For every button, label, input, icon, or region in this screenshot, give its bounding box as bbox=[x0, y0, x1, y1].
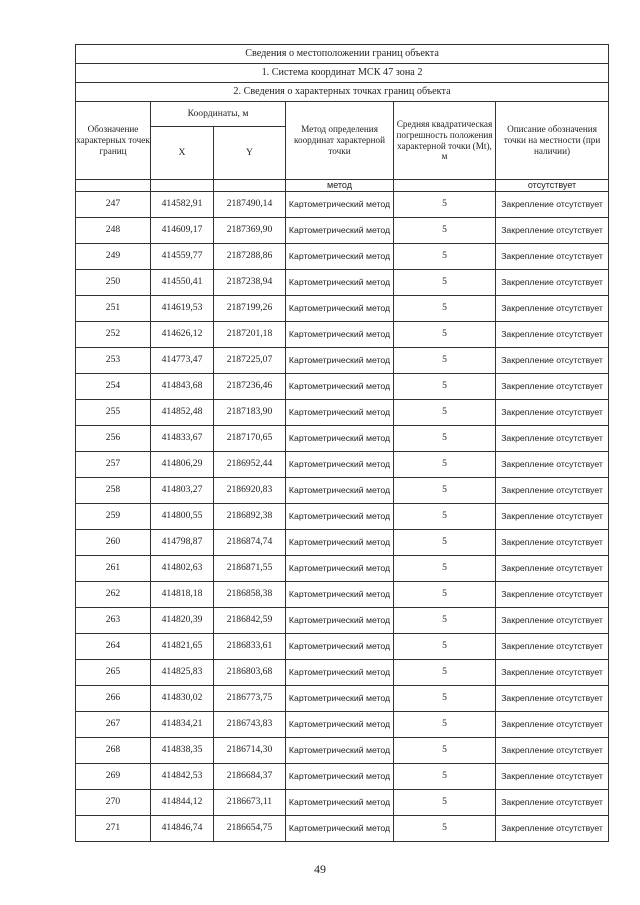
point-cell: 265 bbox=[76, 660, 151, 686]
continuation-description: отсутствует bbox=[496, 180, 609, 192]
description-cell: Закрепление отсутствует bbox=[496, 426, 609, 452]
col-header-description: Описание обозначения точки на местности (при наличии) bbox=[496, 102, 609, 180]
table-row bbox=[76, 218, 609, 244]
y-coordinate-cell: 2186833,61 bbox=[214, 634, 286, 660]
x-coordinate-cell: 414852,48 bbox=[151, 400, 214, 426]
point-cell: 269 bbox=[76, 764, 151, 790]
point-cell: 259 bbox=[76, 504, 151, 530]
point-cell: 263 bbox=[76, 608, 151, 634]
description-cell: Закрепление отсутствует bbox=[496, 608, 609, 634]
x-coordinate-cell: 414802,63 bbox=[151, 556, 214, 582]
continuation-y bbox=[214, 180, 286, 192]
method-cell: Картометрический метод bbox=[286, 504, 394, 530]
x-coordinate-cell: 414806,29 bbox=[151, 452, 214, 478]
description-cell: Закрепление отсутствует bbox=[496, 660, 609, 686]
point-cell: 258 bbox=[76, 478, 151, 504]
col-header-accuracy: Средняя квадратическая погрешность положения характерной точки (Mt), м bbox=[394, 102, 496, 180]
method-cell: Картометрический метод bbox=[286, 270, 394, 296]
point-cell: 267 bbox=[76, 712, 151, 738]
method-cell: Картометрический метод bbox=[286, 634, 394, 660]
table-row bbox=[76, 504, 609, 530]
accuracy-cell: 5 bbox=[394, 660, 496, 686]
accuracy-cell: 5 bbox=[394, 400, 496, 426]
point-cell: 260 bbox=[76, 530, 151, 556]
accuracy-cell: 5 bbox=[394, 322, 496, 348]
method-cell: Картометрический метод bbox=[286, 322, 394, 348]
method-cell: Картометрический метод bbox=[286, 348, 394, 374]
col-header-method: Метод определения координат характерной точки bbox=[286, 102, 394, 180]
table-row bbox=[76, 660, 609, 686]
continuation-method: метод bbox=[286, 180, 394, 192]
table-row bbox=[76, 348, 609, 374]
x-coordinate-cell: 414626,12 bbox=[151, 322, 214, 348]
description-cell: Закрепление отсутствует bbox=[496, 764, 609, 790]
table-row bbox=[76, 530, 609, 556]
method-cell: Картометрический метод bbox=[286, 816, 394, 842]
boundary-points-table bbox=[75, 44, 609, 842]
x-coordinate-cell: 414609,17 bbox=[151, 218, 214, 244]
x-coordinate-cell: 414773,47 bbox=[151, 348, 214, 374]
accuracy-cell: 5 bbox=[394, 374, 496, 400]
continuation-x bbox=[151, 180, 214, 192]
y-coordinate-cell: 2186684,37 bbox=[214, 764, 286, 790]
point-cell: 268 bbox=[76, 738, 151, 764]
y-coordinate-cell: 2186842,59 bbox=[214, 608, 286, 634]
y-coordinate-cell: 2187288,86 bbox=[214, 244, 286, 270]
table-row bbox=[76, 712, 609, 738]
table-row bbox=[76, 738, 609, 764]
x-coordinate-cell: 414834,21 bbox=[151, 712, 214, 738]
accuracy-cell: 5 bbox=[394, 218, 496, 244]
table-row bbox=[76, 296, 609, 322]
accuracy-cell: 5 bbox=[394, 738, 496, 764]
col-header-point: Обозначение характерных точек границ bbox=[76, 102, 151, 180]
method-cell: Картометрический метод bbox=[286, 478, 394, 504]
description-cell: Закрепление отсутствует bbox=[496, 556, 609, 582]
y-coordinate-cell: 2187225,07 bbox=[214, 348, 286, 374]
y-coordinate-cell: 2187238,94 bbox=[214, 270, 286, 296]
point-cell: 248 bbox=[76, 218, 151, 244]
accuracy-cell: 5 bbox=[394, 608, 496, 634]
table-row bbox=[76, 582, 609, 608]
point-cell: 256 bbox=[76, 426, 151, 452]
accuracy-cell: 5 bbox=[394, 192, 496, 218]
accuracy-cell: 5 bbox=[394, 270, 496, 296]
y-coordinate-cell: 2186714,30 bbox=[214, 738, 286, 764]
point-cell: 266 bbox=[76, 686, 151, 712]
y-coordinate-cell: 2187490,14 bbox=[214, 192, 286, 218]
col-header-y: Y bbox=[214, 127, 286, 180]
table-row bbox=[76, 816, 609, 842]
x-coordinate-cell: 414803,27 bbox=[151, 478, 214, 504]
method-cell: Картометрический метод bbox=[286, 582, 394, 608]
y-coordinate-cell: 2186803,68 bbox=[214, 660, 286, 686]
y-coordinate-cell: 2186858,38 bbox=[214, 582, 286, 608]
method-cell: Картометрический метод bbox=[286, 712, 394, 738]
description-cell: Закрепление отсутствует bbox=[496, 686, 609, 712]
y-coordinate-cell: 2186673,11 bbox=[214, 790, 286, 816]
point-cell: 255 bbox=[76, 400, 151, 426]
description-cell: Закрепление отсутствует bbox=[496, 816, 609, 842]
point-cell: 262 bbox=[76, 582, 151, 608]
description-cell: Закрепление отсутствует bbox=[496, 296, 609, 322]
accuracy-cell: 5 bbox=[394, 296, 496, 322]
y-coordinate-cell: 2187236,46 bbox=[214, 374, 286, 400]
table-row bbox=[76, 634, 609, 660]
x-coordinate-cell: 414843,68 bbox=[151, 374, 214, 400]
accuracy-cell: 5 bbox=[394, 504, 496, 530]
point-cell: 249 bbox=[76, 244, 151, 270]
y-coordinate-cell: 2186773,75 bbox=[214, 686, 286, 712]
accuracy-cell: 5 bbox=[394, 790, 496, 816]
x-coordinate-cell: 414800,55 bbox=[151, 504, 214, 530]
table-row bbox=[76, 452, 609, 478]
accuracy-cell: 5 bbox=[394, 530, 496, 556]
description-cell: Закрепление отсутствует bbox=[496, 400, 609, 426]
x-coordinate-cell: 414833,67 bbox=[151, 426, 214, 452]
document-title: Сведения о местоположении границ объекта bbox=[76, 45, 609, 64]
point-cell: 247 bbox=[76, 192, 151, 218]
col-header-coordinates: Координаты, м bbox=[151, 102, 286, 127]
x-coordinate-cell: 414559,77 bbox=[151, 244, 214, 270]
x-coordinate-cell: 414846,74 bbox=[151, 816, 214, 842]
accuracy-cell: 5 bbox=[394, 452, 496, 478]
point-cell: 257 bbox=[76, 452, 151, 478]
description-cell: Закрепление отсутствует bbox=[496, 244, 609, 270]
table-row bbox=[76, 400, 609, 426]
x-coordinate-cell: 414821,65 bbox=[151, 634, 214, 660]
accuracy-cell: 5 bbox=[394, 556, 496, 582]
table-row bbox=[76, 426, 609, 452]
y-coordinate-cell: 2187170,65 bbox=[214, 426, 286, 452]
table-row bbox=[76, 686, 609, 712]
accuracy-cell: 5 bbox=[394, 764, 496, 790]
description-cell: Закрепление отсутствует bbox=[496, 322, 609, 348]
method-cell: Картометрический метод bbox=[286, 400, 394, 426]
point-cell: 261 bbox=[76, 556, 151, 582]
description-cell: Закрепление отсутствует bbox=[496, 270, 609, 296]
x-coordinate-cell: 414582,91 bbox=[151, 192, 214, 218]
description-cell: Закрепление отсутствует bbox=[496, 348, 609, 374]
table-row bbox=[76, 478, 609, 504]
y-coordinate-cell: 2186892,38 bbox=[214, 504, 286, 530]
description-cell: Закрепление отсутствует bbox=[496, 374, 609, 400]
table-row bbox=[76, 790, 609, 816]
y-coordinate-cell: 2187199,26 bbox=[214, 296, 286, 322]
accuracy-cell: 5 bbox=[394, 244, 496, 270]
continuation-accuracy bbox=[394, 180, 496, 192]
accuracy-cell: 5 bbox=[394, 634, 496, 660]
description-cell: Закрепление отсутствует bbox=[496, 634, 609, 660]
accuracy-cell: 5 bbox=[394, 348, 496, 374]
method-cell: Картометрический метод bbox=[286, 452, 394, 478]
table-row bbox=[76, 270, 609, 296]
method-cell: Картометрический метод bbox=[286, 686, 394, 712]
accuracy-cell: 5 bbox=[394, 686, 496, 712]
continuation-point bbox=[76, 180, 151, 192]
table-row bbox=[76, 764, 609, 790]
x-coordinate-cell: 414825,83 bbox=[151, 660, 214, 686]
method-cell: Картометрический метод bbox=[286, 296, 394, 322]
x-coordinate-cell: 414838,35 bbox=[151, 738, 214, 764]
x-coordinate-cell: 414818,18 bbox=[151, 582, 214, 608]
description-cell: Закрепление отсутствует bbox=[496, 478, 609, 504]
description-cell: Закрепление отсутствует bbox=[496, 582, 609, 608]
description-cell: Закрепление отсутствует bbox=[496, 738, 609, 764]
description-cell: Закрепление отсутствует bbox=[496, 530, 609, 556]
method-cell: Картометрический метод bbox=[286, 764, 394, 790]
method-cell: Картометрический метод bbox=[286, 738, 394, 764]
y-coordinate-cell: 2186654,75 bbox=[214, 816, 286, 842]
point-cell: 271 bbox=[76, 816, 151, 842]
x-coordinate-cell: 414830,02 bbox=[151, 686, 214, 712]
point-cell: 264 bbox=[76, 634, 151, 660]
y-coordinate-cell: 2186743,83 bbox=[214, 712, 286, 738]
method-cell: Картометрический метод bbox=[286, 530, 394, 556]
table-row bbox=[76, 192, 609, 218]
method-cell: Картометрический метод bbox=[286, 218, 394, 244]
y-coordinate-cell: 2186871,55 bbox=[214, 556, 286, 582]
x-coordinate-cell: 414550,41 bbox=[151, 270, 214, 296]
y-coordinate-cell: 2187369,90 bbox=[214, 218, 286, 244]
page-number: 49 bbox=[314, 862, 326, 876]
y-coordinate-cell: 2187201,18 bbox=[214, 322, 286, 348]
description-cell: Закрепление отсутствует bbox=[496, 504, 609, 530]
point-cell: 250 bbox=[76, 270, 151, 296]
x-coordinate-cell: 414842,53 bbox=[151, 764, 214, 790]
method-cell: Картометрический метод bbox=[286, 556, 394, 582]
method-cell: Картометрический метод bbox=[286, 790, 394, 816]
table-row bbox=[76, 556, 609, 582]
table-row bbox=[76, 244, 609, 270]
accuracy-cell: 5 bbox=[394, 816, 496, 842]
x-coordinate-cell: 414844,12 bbox=[151, 790, 214, 816]
col-header-x: X bbox=[151, 127, 214, 180]
description-cell: Закрепление отсутствует bbox=[496, 192, 609, 218]
accuracy-cell: 5 bbox=[394, 478, 496, 504]
points-section-heading: 2. Сведения о характерных точках границ объекта bbox=[76, 83, 609, 102]
coordinate-system-heading: 1. Система координат МСК 47 зона 2 bbox=[76, 64, 609, 83]
x-coordinate-cell: 414619,53 bbox=[151, 296, 214, 322]
method-cell: Картометрический метод bbox=[286, 426, 394, 452]
y-coordinate-cell: 2186874,74 bbox=[214, 530, 286, 556]
description-cell: Закрепление отсутствует bbox=[496, 712, 609, 738]
point-cell: 254 bbox=[76, 374, 151, 400]
table-row bbox=[76, 374, 609, 400]
point-cell: 270 bbox=[76, 790, 151, 816]
accuracy-cell: 5 bbox=[394, 712, 496, 738]
y-coordinate-cell: 2187183,90 bbox=[214, 400, 286, 426]
point-cell: 253 bbox=[76, 348, 151, 374]
continuation-row bbox=[76, 180, 609, 192]
accuracy-cell: 5 bbox=[394, 426, 496, 452]
x-coordinate-cell: 414798,87 bbox=[151, 530, 214, 556]
method-cell: Картометрический метод bbox=[286, 660, 394, 686]
description-cell: Закрепление отсутствует bbox=[496, 790, 609, 816]
point-cell: 252 bbox=[76, 322, 151, 348]
method-cell: Картометрический метод bbox=[286, 244, 394, 270]
description-cell: Закрепление отсутствует bbox=[496, 218, 609, 244]
y-coordinate-cell: 2186920,83 bbox=[214, 478, 286, 504]
accuracy-cell: 5 bbox=[394, 582, 496, 608]
method-cell: Картометрический метод bbox=[286, 192, 394, 218]
table-row bbox=[76, 322, 609, 348]
method-cell: Картометрический метод bbox=[286, 608, 394, 634]
table-row bbox=[76, 608, 609, 634]
point-cell: 251 bbox=[76, 296, 151, 322]
y-coordinate-cell: 2186952,44 bbox=[214, 452, 286, 478]
description-cell: Закрепление отсутствует bbox=[496, 452, 609, 478]
x-coordinate-cell: 414820,39 bbox=[151, 608, 214, 634]
method-cell: Картометрический метод bbox=[286, 374, 394, 400]
